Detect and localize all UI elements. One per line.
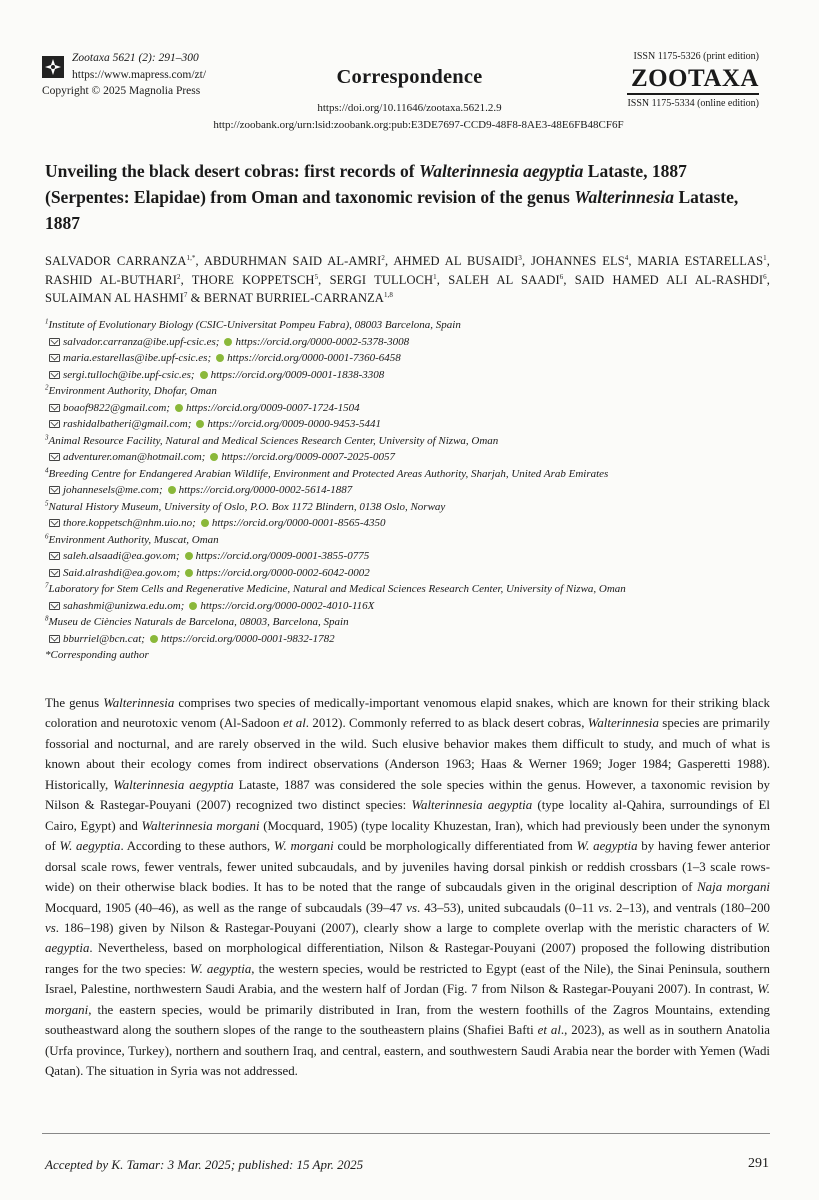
affiliations (45, 317, 785, 664)
orcid-link[interactable]: https://orcid.org/0000-0002-6042-0002 (196, 566, 370, 579)
contact-row (45, 565, 785, 582)
body-paragraph (45, 693, 770, 1082)
affiliation-number: 6 (45, 531, 49, 540)
contact-row (45, 598, 785, 615)
author-name: THORE KOPPETSCH (191, 272, 315, 287)
affiliation-text: Natural History Museum, University of Oslo, P.O. Box 1172 Blindern, 0138 Oslo, Norway (48, 500, 446, 513)
email-icon (49, 486, 60, 494)
orcid-icon (196, 420, 204, 428)
email-icon (49, 635, 60, 643)
affiliation-marker: 2 (177, 272, 181, 281)
body-text-run: , the eastern species, would be primarily distributed in Iran, from the western foothills of the Zagros Mountains, extending southeastward along the southern slopes of the range to the southeastern plains (Shafiei Bafti (45, 1002, 770, 1038)
body-text-run: The genus (45, 696, 104, 710)
affiliation-number: 4 (45, 465, 49, 474)
article-title: Unveiling the black desert cobras: first records of Walterinnesia aegyptia Lataste, 1887 (Serpentes: Elapidae) from Oman and taxonomic revision of the genus Walterinnesia Lataste, 1887 (45, 161, 739, 233)
affiliation-marker: 1 (433, 272, 437, 281)
email-icon (49, 602, 60, 610)
email-icon (49, 338, 60, 346)
orcid-icon (150, 635, 158, 643)
orcid-link[interactable]: https://orcid.org/0009-0001-1838-3308 (210, 368, 385, 381)
affiliation-text: Animal Resource Facility, Natural and Medical Sciences Research Center, University of Nizwa, Oman (48, 434, 499, 447)
contact-row (45, 548, 785, 565)
italic-term: Walterinnesia (587, 716, 659, 731)
affiliation-line (45, 466, 785, 483)
affiliation-text: Environment Authority, Muscat, Oman (48, 533, 219, 546)
body-text-run: . 43–53), united subcaudals (0–11 (417, 900, 599, 915)
affiliation-number: 8 (45, 614, 49, 623)
orcid-link[interactable]: https://orcid.org/0000-0002-4010-116X (200, 599, 375, 612)
author-list: SALVADOR $CARRANZA^{1,*}$, ABDURHMAN SAID AL-AMRI$^2$, AHMED AL BUSAIDI$^3$, JOHANNES ELS$^4$, MARIA ESTARELLAS$^1$, RASHID AL-BUTHARI$^2$, THORE KOPPETSCH$^5$, SERGI TULLOCH$^1$, SALEH AL SAADI$^6$, SAID HAMED ALI AL-RASHDI$^6$, SULAIMAN AL HASHMI$^7$ & BERNAT BURRIEL-CARRANZA$^{1,8}$ (45, 253, 770, 305)
orcid-icon (200, 371, 208, 379)
author-name: JOHANNES ELS (531, 254, 625, 268)
orcid-link[interactable]: https://orcid.org/0000-0002-5378-3008 (235, 335, 410, 348)
orcid-icon (216, 354, 224, 362)
italic-term: Walterinnesia aegyptia (113, 777, 234, 792)
author-name: RASHID AL-BUTHARI (45, 272, 177, 287)
affiliation-marker: 1,8 (383, 290, 394, 299)
orcid-icon (175, 404, 183, 412)
email-link[interactable]: sergi.tulloch@ibe.upf-csic.es; (63, 368, 195, 381)
email-icon (49, 404, 60, 412)
italic-term: W. aegyptia (59, 839, 121, 854)
affiliation-line (45, 499, 785, 516)
email-icon (49, 371, 60, 379)
body-text-run: comprises two species of medically-important venomous elapid snakes, which are known for their striking black coloration and neurotoxic venom (Al-Sadoon (45, 696, 770, 731)
email-link[interactable]: rashidalbatheri@gmail.com; (63, 418, 192, 430)
email-link[interactable]: boaof9822@gmail.com; (63, 401, 170, 414)
affiliation-line (45, 317, 785, 334)
author-name: ABDURHMAN SAID AL-AMRI (203, 254, 382, 268)
orcid-link[interactable]: https://orcid.org/0000-0001-9832-1782 (160, 632, 335, 645)
contact-row (45, 631, 785, 648)
italic-term: et al (283, 716, 306, 731)
contact-row (45, 515, 785, 532)
affiliation-line (45, 581, 785, 598)
corresponding-author-note: *Corresponding author (45, 649, 149, 661)
italic-term: et al (537, 1023, 561, 1038)
author-name: SAID HAMED ALI AL-RASHDI (574, 272, 764, 287)
author-name: SULAIMAN AL HASHMI (45, 291, 184, 305)
body-text-run: Mocquard, 1905 (40–46), as well as the range of subcaudals (39–47 (45, 900, 407, 915)
italic-term: vs (598, 900, 609, 915)
orcid-link[interactable]: https://orcid.org/0009-0007-2025-0057 (221, 451, 395, 463)
orcid-link[interactable]: https://orcid.org/0000-0001-7360-6458 (227, 352, 401, 364)
orcid-icon (210, 453, 218, 461)
title-taxon: Walterinnesia (574, 187, 675, 207)
orcid-icon (201, 519, 209, 527)
email-link[interactable]: thore.koppetsch@nhm.uio.no; (63, 517, 196, 529)
body-text-run: . 2–13), and ventrals (180–200 (608, 900, 770, 915)
affiliation-number: 7 (45, 581, 49, 590)
email-link[interactable]: maria.estarellas@ibe.upf-csic.es; (63, 352, 212, 364)
orcid-icon (189, 602, 197, 610)
body-text-run: . According to these authors, (120, 839, 274, 854)
italic-term: W. aegyptia (190, 961, 252, 976)
italic-term: Walterinnesia aegyptia (411, 798, 533, 813)
body-text-run: by having fewer anterior dorsal scale rows, fewer ventrals, fewer united subcaudals, and by juveniles having dorsal pinkish or reddish crossbars (1–3 scale rows-wide) on their otherwise black bodies. It has to be noted that the range of subcaudals given in the original description of (45, 839, 770, 895)
title-taxon: Walterinnesia aegyptia (418, 161, 584, 181)
italic-term: W. aegyptia (576, 839, 638, 854)
affiliation-marker: 1,* (186, 253, 196, 262)
author-name: SERGI TULLOCH (329, 272, 434, 287)
affiliation-text: Museu de Ciències Naturals de Barcelona, 08003, Barcelona, Spain (48, 616, 349, 628)
orcid-link[interactable]: https://orcid.org/0009-0001-3855-0775 (195, 550, 370, 562)
affiliation-number: 3 (45, 432, 49, 441)
affiliation-marker: 2 (381, 253, 385, 262)
affiliation-text: Institute of Evolutionary Biology (CSIC-Universitat Pompeu Fabra), 08003 Barcelona, Spain (48, 319, 461, 331)
author-name: AHMED AL BUSAIDI (393, 254, 519, 268)
email-icon (49, 569, 60, 577)
affiliation-line (45, 383, 785, 400)
footer-divider (42, 1133, 770, 1134)
affiliation-line (45, 532, 785, 549)
orcid-icon (185, 569, 193, 577)
italic-term: vs (45, 920, 56, 935)
email-icon (49, 354, 60, 362)
orcid-icon (168, 486, 176, 494)
contact-row (45, 367, 785, 384)
email-link[interactable]: johannesels@me.com; (63, 484, 163, 496)
email-link[interactable]: Said.alrashdi@ea.gov.om; (63, 566, 181, 579)
email-link[interactable]: bburriel@bcn.cat; (63, 632, 145, 645)
zoobank-link[interactable]: http://zoobank.org/urn:lsid:zoobank.org:pub:E3DE7697-CCD9-48F8-8AE3-48E6FB48CF6F (213, 119, 624, 131)
email-link[interactable]: adventurer.oman@hotmail.com; (63, 451, 206, 463)
affiliation-number: 1 (45, 317, 49, 326)
body-text-run: (Mocquard, 1905) (type locality Khuzestan, Iran), which had previously been under the synonym of (45, 818, 770, 854)
body-text-run: ., 2023), as well as in southern Anatolia (Urfa province, Turkey), northern and southern Iraq, and central, eastern, and southwestern Saudi Arabia near the border with Yemen (Wadi Qatan). The situation in Syria was not addressed. (45, 1023, 770, 1079)
italic-term: W. aegyptia (45, 920, 770, 956)
body-text-run: , the western species, would be restricted to Egypt (east of the Nile), the Sinai Peninsula, southern Israel, Palestine, northwestern Saudi Arabia, and the western half of Jordan (Fig. 7 from Nilson & Rastegar-Pouyani 2007). In contrast, (45, 961, 770, 997)
orcid-link[interactable]: https://orcid.org/0000-0002-5614-1887 (178, 484, 353, 496)
affiliation-marker: 1 (763, 253, 767, 262)
contact-row (45, 334, 785, 351)
issn-print: ISSN 1175-5326 (print edition) (633, 51, 759, 62)
email-link[interactable]: salvador.carranza@ibe.upf-csic.es; (63, 335, 220, 348)
affiliation-line (45, 433, 785, 450)
affiliation-marker: 5 (314, 272, 319, 281)
email-icon (49, 453, 60, 461)
affiliation-text: Breeding Centre for Endangered Arabian Wildlife, Environment and Protected Areas Authority, Sharjah, United Arab Emirates (48, 467, 609, 480)
body-text-run: species are primarily fossorial and nocturnal, and are rarely observed in the wild. Such elusive behavior makes them difficult to study, and much of what is known about their ecology comes from indirect observations (Anderson 1963; Haas & Werner 1969; Joger 1984; Gasperetti 1988). Historically, (45, 716, 770, 792)
body-text-run: . 2012). Commonly referred to as black desert cobras, (305, 716, 588, 731)
email-link[interactable]: saleh.alsaadi@ea.gov.om; (63, 550, 180, 562)
section-label: Correspondence (336, 66, 483, 88)
affiliation-text: Environment Authority, Dhofar, Oman (48, 385, 217, 397)
italic-term: Walterinnesia morgani (141, 818, 260, 833)
body-text-run: could be morphologically differentiated from (333, 839, 577, 854)
body-text-run: (type locality al-Qahira, surroundings of El Cairo, Egypt) and (45, 798, 770, 833)
italic-term: Walterinnesia (103, 696, 175, 710)
italic-term: W. morgani (45, 982, 770, 1017)
acceptance-note: Accepted by K. Tamar: 3 Mar. 2025; published: 15 Apr. 2025 (45, 1157, 364, 1172)
orcid-icon (185, 552, 193, 560)
affiliation-number: 2 (45, 383, 49, 392)
italic-term: Naja morgani (697, 880, 770, 895)
italic-term: vs (406, 900, 418, 915)
orcid-link[interactable]: https://orcid.org/0009-0000-9453-5441 (207, 418, 382, 430)
contact-row (45, 400, 785, 417)
email-icon (49, 519, 60, 527)
contact-row (45, 482, 785, 499)
body-text-run: . 186–198) given by Nilson & Rastegar-Pouyani (2007), clearly show a large to complete overlap with the meristic characters of (55, 920, 758, 935)
affiliation-line (45, 614, 785, 631)
contact-row (45, 350, 785, 367)
doi-link[interactable]: https://doi.org/10.11646/zootaxa.5621.2.9 (317, 102, 502, 114)
affiliation-text: Laboratory for Stem Cells and Regenerative Medicine, Natural and Medical Sciences Research Center, University of Nizwa, Oman (48, 583, 626, 595)
author-name: MARIA ESTARELLAS (637, 254, 764, 268)
affiliation-marker: 6 (559, 272, 564, 281)
affiliation-marker: 4 (624, 253, 629, 262)
italic-term: W. morgani (273, 839, 334, 854)
orcid-link[interactable]: https://orcid.org/0009-0007-1724-1504 (185, 401, 360, 414)
orcid-icon (224, 338, 232, 346)
journal-logo-text: ZOOTAXA (627, 65, 759, 95)
email-icon (49, 552, 60, 560)
author-name: BERNAT BURRIEL-CARRANZA (203, 291, 384, 305)
journal-citation: Zootaxa 5621 (2): 291–300 (72, 52, 199, 64)
copyright-notice: Copyright © 2025 Magnolia Press (42, 85, 201, 97)
affiliation-marker: 7 (183, 290, 188, 299)
email-icon (49, 420, 60, 428)
author-name: SALVADOR CARRANZA (45, 254, 187, 268)
affiliation-marker: 3 (518, 253, 522, 262)
publisher-website-link[interactable]: https://www.mapress.com/zt/ (72, 68, 207, 81)
body-text-run: Lataste, 1887 was considered the sole species within the genus. However, a taxonomic revision by Nilson & Rastegar-Pouyani (2007) recognized two distinct species: (45, 777, 771, 813)
email-link[interactable]: sahashmi@unizwa.edu.om; (63, 599, 185, 612)
contact-row (45, 449, 785, 466)
page-number: 291 (748, 1156, 769, 1171)
orcid-link[interactable]: https://orcid.org/0000-0001-8565-4350 (211, 517, 386, 529)
body-text-run: . Nevertheless, based on morphological differentiation, Nilson & Rastegar-Pouyani (2007) proposed the following distribution ranges for the two species: (45, 941, 770, 976)
author-name: SALEH AL SAADI (448, 272, 560, 287)
contact-row (45, 416, 785, 433)
issn-online: ISSN 1175-5334 (online edition) (627, 98, 759, 109)
affiliation-marker: 6 (763, 272, 767, 281)
affiliation-number: 5 (45, 498, 49, 507)
